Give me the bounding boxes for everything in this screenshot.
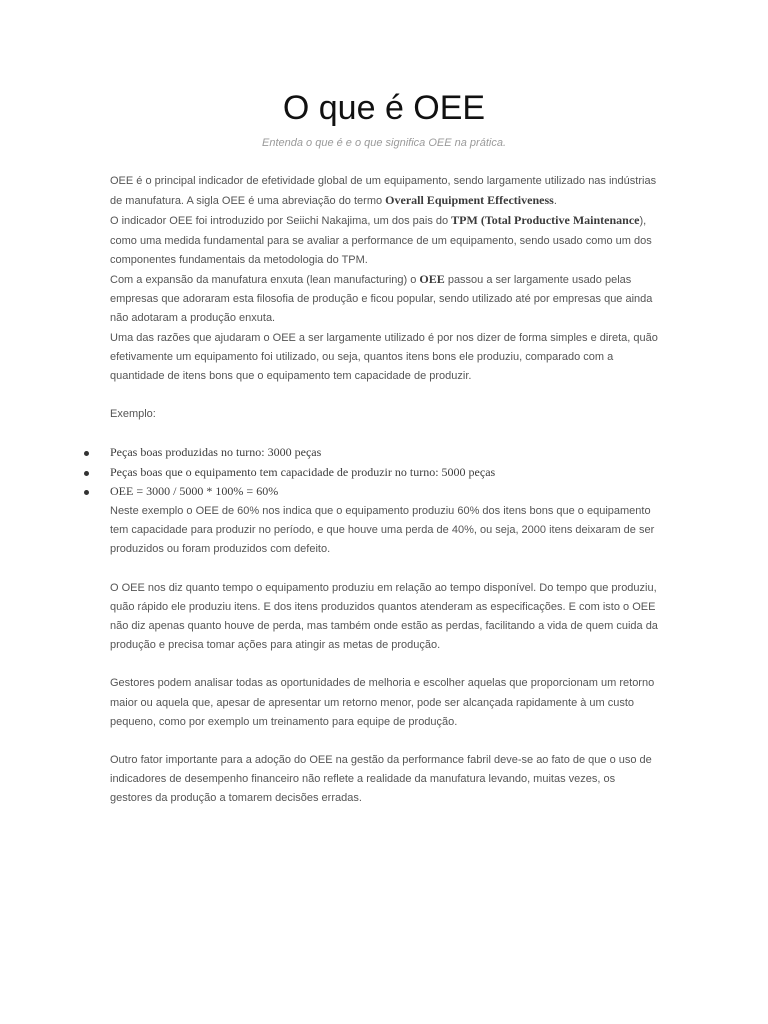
bullet-icon [84, 471, 89, 476]
page-title: O que é OEE [282, 89, 486, 127]
paragraph-managers: Gestores podem analisar todas as oportunidades de melhoria e escolher aquelas que proporcionam um retorno maior ou aquela que, apesar de apresentar um retorno menor, pode ser alcançada rapidamente à um custo pequeno, como por exemplo um treinamento para equipe de produção. [110, 677, 655, 728]
document-body [110, 172, 660, 809]
emphasis-term: TPM (Total Productive Maintenance [451, 213, 640, 228]
emphasis-term: Overall Equipment Effectiveness [385, 193, 554, 208]
list-item-text: Peças boas que o equipamento tem capacidade de produzir no turno: 5000 peças [110, 464, 496, 479]
paragraph-financial: Outro fator importante para a adoção do OEE na gestão da performance fabril deve-se ao fato de que o uso de indicadores de desempenho financeiro não reflete a realidade da manufatura levando, muitas vezes, os gestores da produção a tomarem decisões erradas. [110, 753, 652, 805]
example-list [110, 443, 660, 502]
paragraph-text: O indicador OEE foi introduzido por Seiichi Nakajima, um dos pais do [110, 215, 452, 228]
paragraph-text: Com a expansão da manufatura enxuta (lean manufacturing) o [110, 274, 420, 287]
paragraph-reasons: Uma das razões que ajudaram o OEE a ser largamente utilizado é por nos dizer de forma simples e direta, quão efetivamente um equipamento foi utilizado, ou seja, quantos itens bons ele produziu, comparado com a quantidade de itens bons que o equipamento tem capacidade de produzir. [110, 331, 658, 383]
paragraph-example-explanation: Neste exemplo o OEE de 60% nos indica que o equipamento produziu 60% dos itens bons que o equipamento tem capacidade para produzir no período, e que houve uma perda de 40%, ou seja, 2000 itens deixaram de ser produzidos ou foram produzidos com defeito. [110, 504, 655, 556]
paragraph-definition [110, 172, 660, 211]
paragraph-history [110, 211, 660, 270]
emphasis-term: OEE [419, 272, 445, 287]
bullet-icon [84, 451, 89, 456]
example-label: Exemplo: [110, 408, 156, 421]
page-subtitle: Entenda o que é e o que significa OEE na prática. [262, 137, 506, 149]
list-item-text: Peças boas produzidas no turno: 3000 peças [110, 445, 322, 460]
list-item [110, 482, 660, 502]
paragraph-time: O OEE nos diz quanto tempo o equipamento produziu em relação ao tempo disponível. Do tempo que produziu, quão rápido ele produziu itens. E dos itens produzidos quantos atenderam as especificações. E com isto o OEE não diz apenas quanto houve de perda, mas também onde estão as perdas, facilitando a vida de quem cuida da produção e precisa tomar ações para atingir as metas de produção. [110, 581, 658, 652]
paragraph-text: . [553, 195, 557, 208]
list-item [110, 443, 660, 463]
paragraph-text: OEE é o principal indicador de efetividade global de um equipamento, sendo largamente utilizado nas indústrias de manufatura. A sigla OEE é uma abreviação do termo [110, 175, 657, 208]
paragraph-text: ), como uma medida fundamental para se avaliar a performance de um equipamento, sendo usado como um dos componentes fundamentais da metodologia do TPM. [110, 215, 652, 266]
list-item [110, 463, 660, 483]
list-item-text: OEE = 3000 / 5000 * 100% = 60% [110, 484, 279, 499]
paragraph-text: passou a ser largamente usado pelas empresas que adoraram esta filosofia de produção e ficou popular, sendo utilizado até por empresas que ainda não adotaram a produção enxuta. [110, 274, 653, 325]
paragraph-lean [110, 270, 660, 329]
bullet-icon [84, 490, 89, 495]
